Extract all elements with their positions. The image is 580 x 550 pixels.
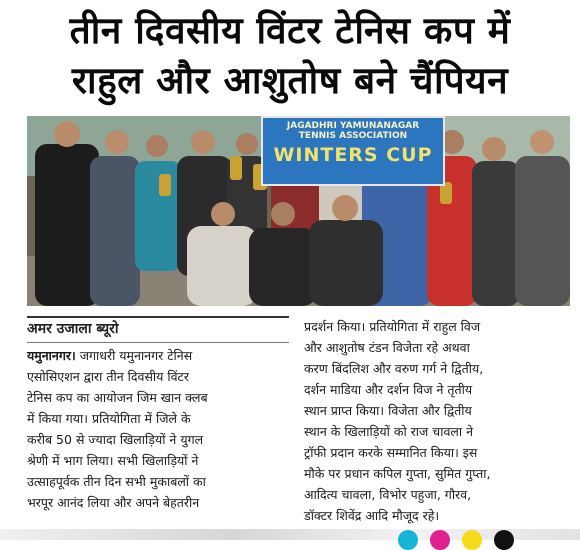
- banner-line-1: JAGADHRI YAMUNANAGAR: [286, 121, 420, 131]
- article-line: टेनिस कप का आयोजन जिम खान क्लब: [27, 390, 208, 405]
- article-line: एसोसिएशन द्वारा तीन दिवसीय विंटर: [27, 369, 189, 384]
- black-dot: [494, 530, 514, 550]
- byline: अमर उजाला ब्यूरो: [27, 316, 289, 343]
- yellow-dot: [462, 530, 482, 550]
- magenta-dot: [430, 530, 450, 550]
- article-line: [27, 345, 292, 366]
- association-banner: [261, 116, 445, 186]
- article-text: जगाधरी यमुनानगर टेनिस: [79, 348, 193, 363]
- headline: [0, 0, 580, 112]
- article-line: और आशुतोष टंडन विजेता रहे अथवा: [304, 340, 470, 355]
- banner-line-2: TENNIS ASSOCIATION: [298, 131, 408, 141]
- headline-line-2: राहुल और आशुतोष बने चैंपियन: [71, 59, 509, 102]
- article-line: दर्शन माडिया और दर्शन विज ने तृतीय: [304, 382, 473, 397]
- kneeling-row: [187, 195, 383, 306]
- article-column-right: [304, 316, 570, 526]
- print-registration-dots: [0, 527, 580, 540]
- article-line: आदित्य चावला, विभोर पहुजा, गौरव,: [304, 487, 472, 502]
- article-line: स्थान के खिलाड़ियों को राज चावला ने: [304, 424, 474, 439]
- article-line: प्रदर्शन किया। प्रतियोगिता में राहुल विज: [304, 319, 481, 334]
- article-column-left: [27, 345, 292, 513]
- article-line: करीब 50 से ज्यादा खिलाड़ियों ने युगल: [27, 432, 204, 447]
- cyan-dot: [398, 530, 418, 550]
- article-line: ट्रॉफी प्रदान करके सम्मानित किया। इस: [304, 445, 478, 460]
- article-line: उत्साहपूर्वक तीन दिन सभी मुकाबलों का: [27, 474, 206, 489]
- article-line: करण बिंदलिश और वरुण गर्ग ने द्वितीय,: [304, 361, 484, 376]
- article-line: श्रेणी में भाग लिया। सभी खिलाड़ियों ने: [27, 453, 199, 468]
- headline-line-1: तीन दिवसीय विंटर टेनिस कप में: [69, 9, 511, 52]
- article-line: स्थान प्राप्त किया। विजेता और द्वितीय: [304, 403, 472, 418]
- article-line: भरपूर आनंद लिया और अपने बेहतरीन: [27, 495, 200, 510]
- article-line: मौके पर प्रधान कपिल गुप्ता, सुमित गुप्ता,: [304, 466, 491, 481]
- article-line: में किया गया। प्रतियोगिता में जिले के: [27, 411, 191, 426]
- dateline-place: यमुनानगर।: [27, 348, 76, 363]
- article-line: डॉक्टर शिवेंद्र आदि मौजूद रहे।: [304, 508, 440, 523]
- team-photo: [27, 116, 570, 306]
- banner-line-3: WINTERS CUP: [273, 144, 433, 166]
